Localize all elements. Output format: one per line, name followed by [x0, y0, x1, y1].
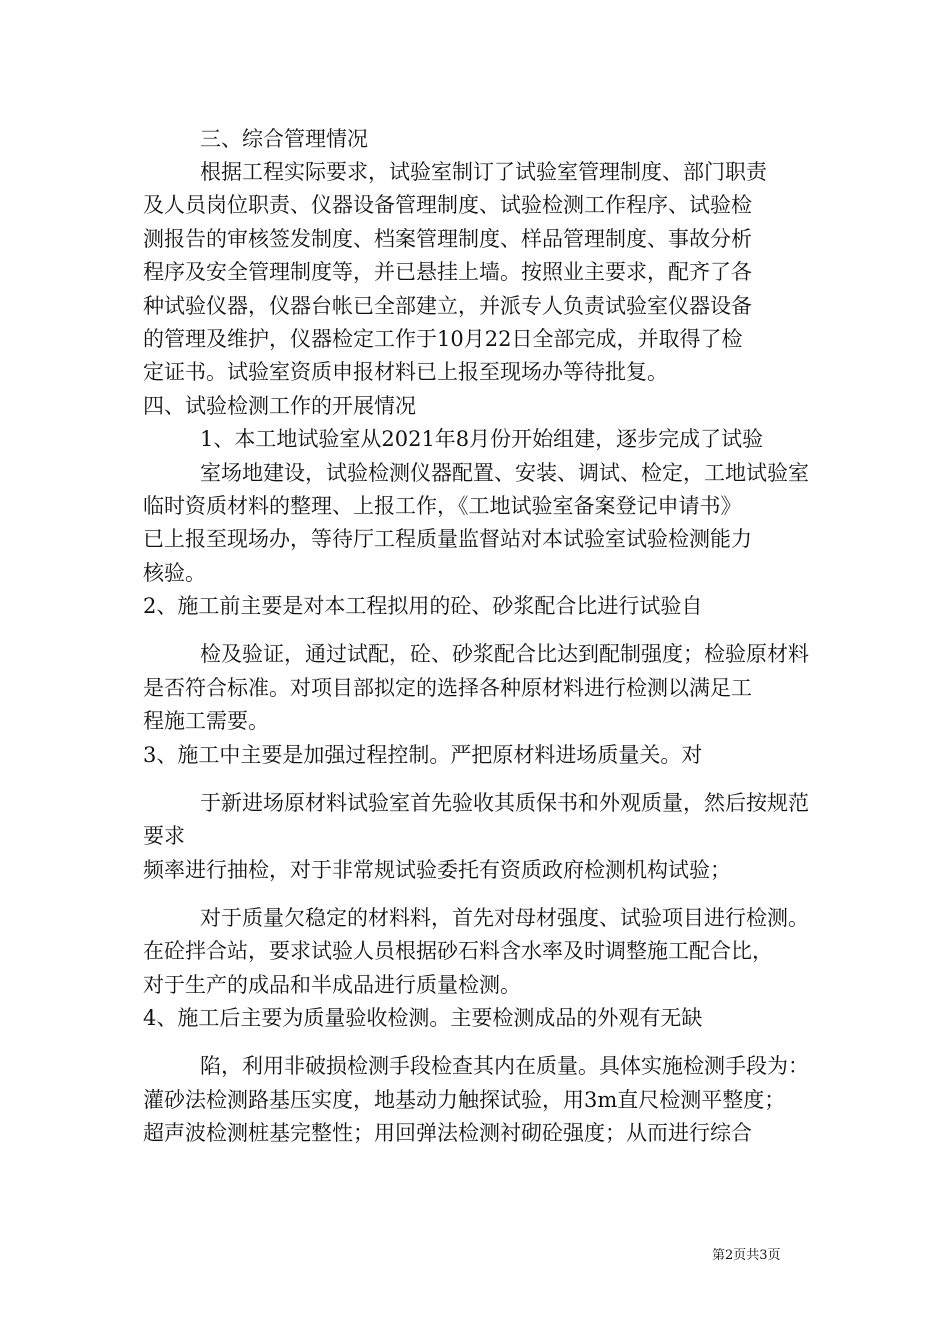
paragraph-line: 陷，利用非破损检测手段检查其内在质量。具体实施检测手段为：: [200, 1054, 809, 1078]
paragraph-line: 要求: [143, 824, 185, 848]
section-heading-4: 1、本工地试验室从2021年8月份开始组建，逐步完成了试验: [200, 427, 764, 451]
paragraph-line: 核验。: [143, 561, 206, 585]
paragraph-line: 根据工程实际要求，试验室制订了试验室管理制度、部门职责: [200, 160, 767, 184]
paragraph-line: 定证书。试验室资质申报材料已上报至现场办等待批复。: [143, 360, 668, 384]
paragraph-line: 3、施工中主要是加强过程控制。严把原材料进场质量关。对: [143, 743, 703, 767]
paragraph-line: 及人员岗位职责、仪器设备管理制度、试验检测工作程序、试验检: [143, 193, 752, 217]
paragraph-line: 在砼拌合站，要求试验人员根据砂石料含水率及时调整施工配合比，: [143, 939, 773, 963]
paragraph-line: 程施工需要。: [143, 709, 269, 733]
paragraph-line: 2、施工前主要是对本工程拟用的砼、砂浆配合比进行试验自: [143, 594, 703, 618]
page-footer: 第2页共3页: [712, 1248, 781, 1263]
paragraph-line: 4、施工后主要为质量验收检测。主要检测成品的外观有无缺: [143, 1006, 703, 1030]
paragraph-line: 已上报至现场办，等待厅工程质量监督站对本试验室试验检测能力: [143, 527, 752, 551]
paragraph-line: 对于质量欠稳定的材料料，首先对母材强度、试验项目进行检测。: [200, 906, 809, 930]
paragraph-line: 灌砂法检测路基压实度，地基动力触探试验，用3m直尺检测平整度；: [143, 1088, 786, 1112]
paragraph-line: 的管理及维护，仪器检定工作于10月22日全部完成，并取得了检: [143, 327, 743, 351]
paragraph-line: 种试验仪器，仪器台帐已全部建立，并派专人负责试验室仪器设备: [143, 294, 752, 318]
paragraph-line: 临时资质材料的整理、上报工作，《工地试验室备案登记申请书》: [143, 494, 742, 518]
paragraph-line: 是否符合标准。对项目部拟定的选择各种原材料进行检测以满足工: [143, 676, 752, 700]
paragraph-line: 于新进场原材料试验室首先验收其质保书和外观质量，然后按规范: [200, 791, 809, 815]
paragraph-line: 超声波检测桩基完整性；用回弹法检测衬砌砼强度；从而进行综合: [143, 1121, 752, 1145]
paragraph-line: 室场地建设，试验检测仪器配置、安装、调试、检定，工地试验室: [200, 461, 809, 485]
paragraph-line: 四、试验检测工作的开展情况: [143, 394, 416, 418]
paragraph-line: 检及验证，通过试配，砼、砂浆配合比达到配制强度；检验原材料: [200, 642, 809, 666]
paragraph-line: 程序及安全管理制度等，并已悬挂上墙。按照业主要求，配齐了各: [143, 260, 752, 284]
paragraph-line: 测报告的审核签发制度、档案管理制度、样品管理制度、事故分析: [143, 227, 752, 251]
paragraph-line: 对于生产的成品和半成品进行质量检测。: [143, 973, 521, 997]
paragraph-line: 频率进行抽检，对于非常规试验委托有资质政府检测机构试验；: [143, 858, 731, 882]
section-heading-3: 三、综合管理情况: [200, 127, 368, 151]
